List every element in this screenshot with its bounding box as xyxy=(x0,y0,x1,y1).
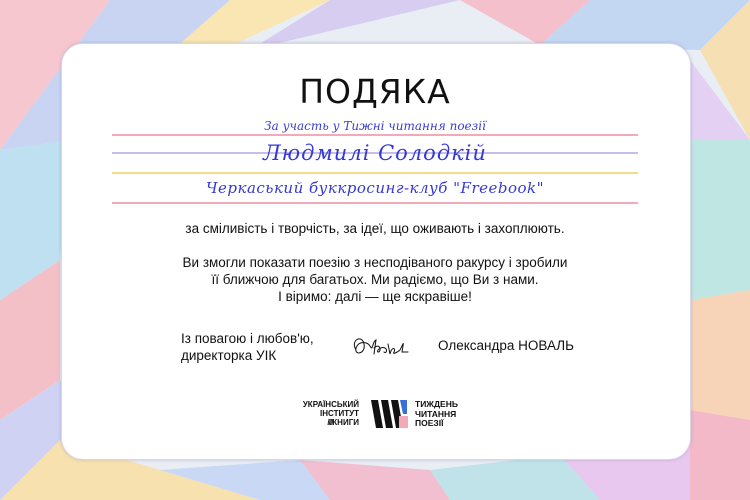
recipient-name: Людмилі Солодкій xyxy=(263,141,487,165)
closing-line: Із повагою і любов'ю, xyxy=(181,331,314,346)
logo-text-line: ПОЕЗІЇ xyxy=(415,418,444,428)
recipient-organization: Черкаський буккросинг-клуб "Freebook" xyxy=(205,179,545,197)
divider-line xyxy=(112,172,638,174)
gratitude-line: за сміливість і творчість, за ідеї, що оживають і захоплюють. xyxy=(185,221,565,236)
logo-text-line: ТИЖДЕНЬ xyxy=(415,399,458,409)
message-line: І віримо: далі — ще яскравіше! xyxy=(278,289,472,304)
certificate-title: ПОДЯКА xyxy=(299,72,451,111)
poetry-week-mark-icon xyxy=(369,398,409,432)
book-stripes-icon: //// xyxy=(327,418,333,427)
message-line: її ближчою для багатьох. Ми радіємо, що Ви з нами. xyxy=(211,272,539,287)
logo-text-line: ////КНИГИ xyxy=(327,418,359,427)
logo-text-line: УКРАЇНСЬКИЙ xyxy=(302,400,359,409)
closing-line: директорка УІК xyxy=(181,348,277,363)
logo-text-line: ІНСТИТУТ xyxy=(320,409,359,418)
handwritten-signature xyxy=(348,332,410,362)
logo-text-line: ЧИТАННЯ xyxy=(415,408,457,419)
divider-line xyxy=(112,202,638,204)
poetry-week-logo xyxy=(415,400,495,429)
message-line: Ви змогли показати поезію з несподіваного ракурсу і зробили xyxy=(182,255,568,270)
ukrainian-book-institute-logo xyxy=(289,400,359,427)
signer-name: Олександра НОВАЛЬ xyxy=(438,338,574,353)
certificate-subtitle: За участь у Тижні читання поезії xyxy=(264,119,486,133)
closing-block xyxy=(181,330,351,364)
divider-line xyxy=(112,134,638,136)
